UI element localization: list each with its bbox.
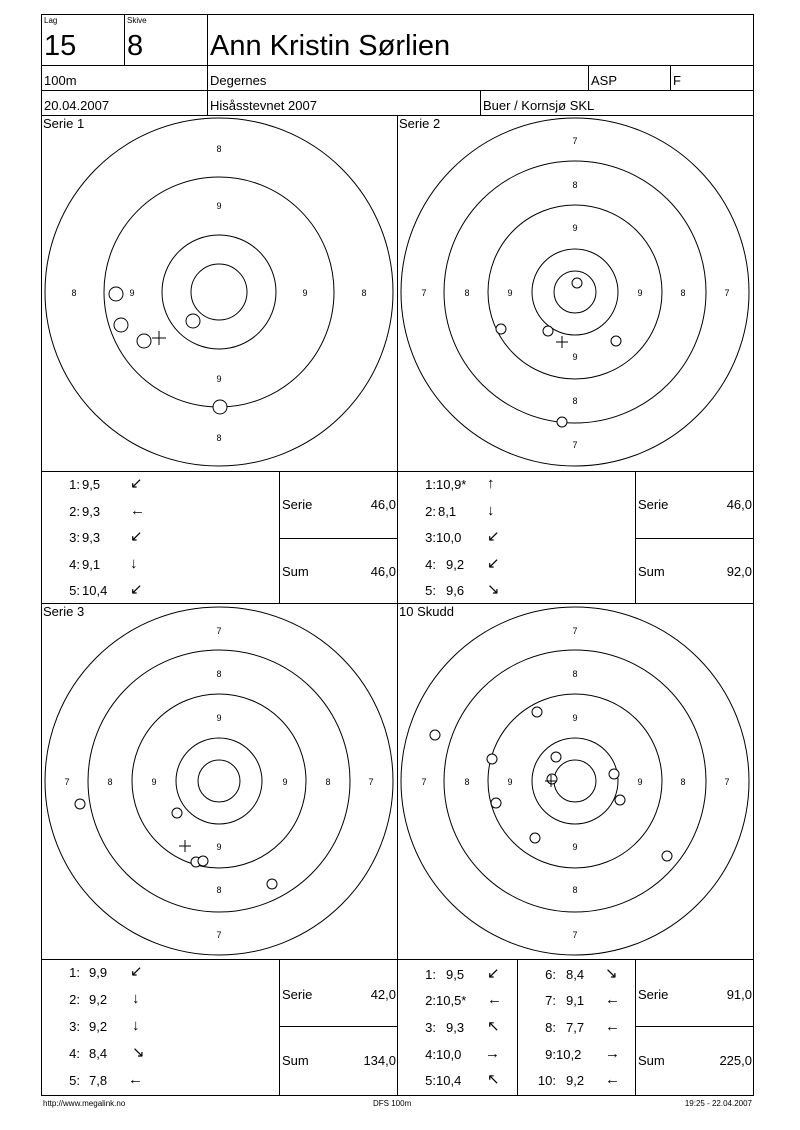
- arrow-icon: ↓: [487, 502, 495, 519]
- serie-value: 46,0: [726, 497, 752, 512]
- arrow-icon: ↙: [130, 528, 143, 545]
- shot-score: 9,2: [446, 557, 465, 572]
- ring-label: 7: [421, 288, 427, 298]
- ring-label: 9: [151, 777, 157, 787]
- ring-label: 7: [572, 930, 578, 940]
- ring-label: 7: [572, 440, 578, 450]
- ring-label: 9: [572, 842, 578, 852]
- shot-hole: [532, 707, 542, 717]
- arrow-icon: ↘: [132, 1044, 145, 1061]
- ring-label: 8: [572, 180, 578, 190]
- shot-label: 1:: [425, 477, 436, 492]
- arrow-icon: ←: [605, 991, 620, 1008]
- shot-score: 9,3: [82, 504, 101, 519]
- shot-score: 9,5: [446, 967, 465, 982]
- serie-value: 46,0: [370, 497, 396, 512]
- ring-label: 9: [507, 777, 513, 787]
- place: Degernes: [210, 73, 267, 88]
- arrow-icon: ↓: [132, 990, 140, 1007]
- ring-label: 9: [282, 777, 288, 787]
- skive-value: 8: [127, 30, 144, 62]
- shot-hole: [430, 730, 440, 740]
- arrow-icon: ↙: [130, 475, 143, 492]
- ring-label: 7: [724, 777, 730, 787]
- shot-label: 2:: [425, 504, 436, 519]
- arrow-icon: →: [605, 1045, 620, 1062]
- ring-label: 9: [302, 288, 308, 298]
- shot-label: 1:: [69, 477, 80, 492]
- distance: 100m: [44, 73, 77, 88]
- shot-score: 8,1: [438, 504, 457, 519]
- footer-system: DFS 100m: [373, 1099, 412, 1108]
- ring-label: 7: [724, 288, 730, 298]
- ring-label: 7: [421, 777, 427, 787]
- ring-label: 9: [637, 288, 643, 298]
- shot-score: 9,2: [566, 1073, 585, 1088]
- sum-value: 46,0: [370, 564, 396, 579]
- shot-hole: [551, 752, 561, 762]
- ring-label: 9: [572, 713, 578, 723]
- serie-value: 91,0: [726, 987, 752, 1002]
- lag-value: 15: [44, 30, 77, 62]
- club: Buer / Kornsjø SKL: [483, 98, 595, 113]
- ring-label: 8: [107, 777, 113, 787]
- sum-label: Sum: [638, 564, 665, 579]
- serie-label: Serie: [638, 497, 669, 512]
- class1: ASP: [591, 73, 618, 88]
- shot-label: 4:: [69, 1046, 80, 1061]
- arrow-icon: ↙: [487, 965, 500, 982]
- ring-label: 9: [216, 201, 222, 211]
- target-title-1: Serie 1: [43, 116, 85, 131]
- ring-label: 7: [368, 777, 374, 787]
- shot-score: 7,7: [566, 1020, 585, 1035]
- arrow-icon: ↘: [605, 965, 618, 982]
- shot-label: 7:: [545, 993, 556, 1008]
- shooter-name: Ann Kristin Sørlien: [210, 30, 451, 62]
- event: Hisåsstevnet 2007: [210, 98, 317, 113]
- ring-label: 8: [572, 396, 578, 406]
- ring-label: 9: [572, 352, 578, 362]
- shot-score: 10,4: [436, 1073, 462, 1088]
- ring-label: 9: [216, 374, 222, 384]
- class2: F: [673, 73, 681, 88]
- skive-label: Skive: [127, 16, 147, 25]
- sum-label: Sum: [282, 564, 309, 579]
- shot-label: 3:: [425, 1020, 436, 1035]
- ring-label: 8: [680, 777, 686, 787]
- arrow-icon: ↙: [487, 528, 500, 545]
- arrow-icon: ↖: [487, 1071, 500, 1088]
- ring-label: 8: [216, 433, 222, 443]
- shot-hole: [547, 774, 557, 784]
- shot-label: 3:: [69, 530, 80, 545]
- arrow-icon: ←: [605, 1071, 620, 1088]
- ring-label: 7: [572, 136, 578, 146]
- shot-hole: [491, 798, 501, 808]
- target-title-2: Serie 2: [399, 116, 441, 131]
- ring-label: 8: [572, 669, 578, 679]
- shot-score: 7,8: [89, 1073, 108, 1088]
- serie-value: 42,0: [370, 987, 396, 1002]
- arrow-icon: ←: [605, 1018, 620, 1035]
- shot-score: 10,0: [436, 530, 462, 545]
- shot-label: 5:: [69, 1073, 80, 1088]
- shot-hole: [487, 754, 497, 764]
- ring-label: 8: [71, 288, 77, 298]
- shot-score: 10,4: [82, 583, 108, 598]
- footer-url[interactable]: http://www.megalink.no: [43, 1099, 126, 1108]
- arrow-icon: ↙: [487, 555, 500, 572]
- shot-hole: [530, 833, 540, 843]
- arrow-icon: ↑: [487, 475, 495, 492]
- arrow-icon: ↓: [132, 1017, 140, 1034]
- shot-label: 2:: [69, 504, 80, 519]
- shot-score: 10,9*: [436, 477, 467, 492]
- ring-label: 9: [637, 777, 643, 787]
- lag-label: Lag: [44, 16, 58, 25]
- arrow-icon: ↙: [130, 963, 143, 980]
- arrow-icon: ←: [128, 1071, 143, 1088]
- footer-timestamp: 19:25 - 22.04.2007: [684, 1099, 752, 1108]
- shot-label: 4:: [425, 1047, 436, 1062]
- ring-label: 9: [216, 713, 222, 723]
- sum-value: 92,0: [726, 564, 752, 579]
- shot-score: 8,4: [566, 967, 585, 982]
- arrow-icon: ↖: [487, 1018, 500, 1035]
- shot-label: 4:: [69, 557, 80, 572]
- arrow-icon: ↓: [130, 555, 138, 572]
- shot-label: 3:: [425, 530, 436, 545]
- sum-value: 134,0: [363, 1053, 396, 1068]
- serie-label: Serie: [282, 497, 313, 512]
- arrow-icon: ←: [130, 502, 145, 519]
- shot-score: 10,0: [436, 1047, 462, 1062]
- ring-label: 9: [216, 842, 222, 852]
- ring-label: 9: [129, 288, 135, 298]
- shot-label: 4:: [425, 557, 436, 572]
- shot-hole: [615, 795, 625, 805]
- shot-label: 9:: [545, 1047, 556, 1062]
- serie-label: Serie: [282, 987, 313, 1002]
- shot-score: 9,9: [89, 965, 108, 980]
- target-title-3: Serie 3: [43, 604, 85, 619]
- ring-label: 8: [464, 288, 470, 298]
- shot-label: 5:: [425, 1073, 436, 1088]
- ring-label: 7: [216, 626, 222, 636]
- shot-score: 9,3: [446, 1020, 465, 1035]
- sum-label: Sum: [282, 1053, 309, 1068]
- shot-label: 6:: [545, 967, 556, 982]
- shot-score: 10,5*: [436, 993, 467, 1008]
- shot-label: 2:: [425, 993, 436, 1008]
- ring-label: 8: [464, 777, 470, 787]
- shot-label: 3:: [69, 1019, 80, 1034]
- shot-score: 9,5: [82, 477, 101, 492]
- arrow-icon: ↘: [487, 581, 500, 598]
- ring-label: 8: [216, 885, 222, 895]
- shot-score: 9,2: [89, 1019, 108, 1034]
- shot-score: 8,4: [89, 1046, 108, 1061]
- arrow-icon: ←: [487, 991, 502, 1008]
- shot-score: 9,1: [566, 993, 585, 1008]
- ring-label: 8: [216, 669, 222, 679]
- sum-value: 225,0: [719, 1053, 752, 1068]
- ring-label: 7: [572, 626, 578, 636]
- ring-label: 9: [507, 288, 513, 298]
- ring-label: 8: [325, 777, 331, 787]
- ring-label: 8: [361, 288, 367, 298]
- shot-label: 8:: [545, 1020, 556, 1035]
- shot-hole: [662, 851, 672, 861]
- target-title-4: 10 Skudd: [399, 604, 454, 619]
- shot-hole: [609, 769, 619, 779]
- shot-score: 9,6: [446, 583, 465, 598]
- shot-score: 9,3: [82, 530, 101, 545]
- shot-label: 1:: [69, 965, 80, 980]
- shot-label: 1:: [425, 967, 436, 982]
- ring-label: 8: [216, 144, 222, 154]
- sum-label: Sum: [638, 1053, 665, 1068]
- shot-label: 5:: [69, 583, 80, 598]
- ring-label: 9: [572, 223, 578, 233]
- shot-label: 10:: [537, 1073, 556, 1088]
- arrow-icon: →: [485, 1045, 500, 1062]
- ring-label: 8: [572, 885, 578, 895]
- ring-label: 7: [216, 930, 222, 940]
- shot-label: 5:: [425, 583, 436, 598]
- date: 20.04.2007: [44, 98, 110, 113]
- shot-score: 9,2: [89, 992, 108, 1007]
- ring-label: 8: [680, 288, 686, 298]
- shot-label: 2:: [69, 992, 80, 1007]
- shot-score: 9,1: [82, 557, 101, 572]
- shot-score: 10,2: [556, 1047, 582, 1062]
- ring-label: 7: [64, 777, 70, 787]
- serie-label: Serie: [638, 987, 669, 1002]
- arrow-icon: ↙: [130, 581, 143, 598]
